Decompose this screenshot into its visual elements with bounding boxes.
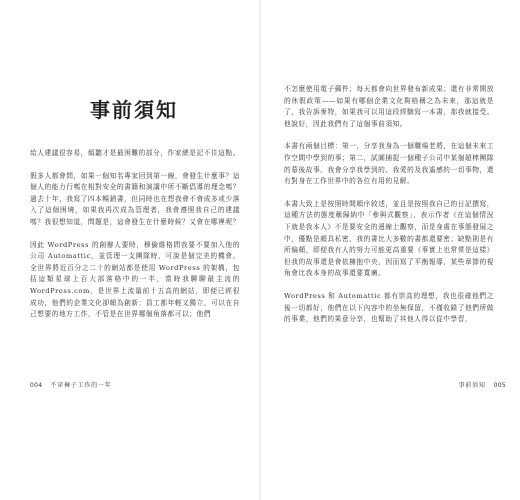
right-paragraph-3: 本書大致上是按照時間順序敘述，並且是按照我自己的日記撰寫，這種方法的態度稱歸納中「參與式觀察」，表示作者《在這個情況下就是我本人》不是要安全的邊線上觀察，而是身處在事態發展之中，優點是頗具私密，我的書比大多數的書都還要密；缺點則是有所偏頗，即便我有人的努力可能更高重要《事實上也常常是這樣》但我的故事還是會依擁抱中央，因而寫了平衡報導，某些章節的視角會比我本身的故事還要寬廣。: [284, 199, 494, 278]
left-body: [30, 148, 240, 332]
left-page-number: 004: [30, 382, 43, 389]
right-page-number: 005: [493, 382, 506, 389]
left-paragraph-1: 給人建議很容易，傾聽才是最困難的部分，作家總是記不住這點。: [30, 149, 240, 157]
left-running-head: 不穿褲子工作的一年: [50, 382, 112, 389]
right-paragraph-2: 本書有兩個目標：第一，分享我身為一個職場老將，在這個未來工作空間中學到的事；第二，試圖捕捉一個種子公司中某個超棒團隊的幕後故事。我會分享我學到的、我愛的及我遙感的一切事物，還有對身在工作世界中的各位有用的見解。: [284, 142, 494, 186]
right-running-head: 事前須知: [458, 382, 486, 389]
left-page: [0, 0, 250, 500]
right-folio: [458, 380, 506, 389]
right-page: [270, 0, 520, 500]
right-paragraph-4: WordPress 和 Automattic 都有崇高的理想，我也很確他們之後一切都好，他們在以下內容中的坐無保留，不僅收錄了他們所做的事業，他們的果意分享，也幫助了其他人得以從中學習，: [284, 291, 494, 324]
page-gutter: [259, 0, 261, 500]
chapter-title: 事前須知: [90, 98, 178, 122]
right-body: [284, 84, 494, 337]
left-folio: [30, 380, 112, 389]
right-paragraph-1: 不怎麼使用電子郵件；每天都會向世界發布新成果；還有非常開放的休假政策——如果有哪個企業文化夠格稱之為未來，那這就是了，我告訴麥特，如果我可以用這段經驗寫一本書，那我就接受。他說好，因此我們有了這個事前須知。: [284, 85, 494, 128]
left-paragraph-2: 假多人都會問，如果一個知名專家回到第一線，會發生什麼事？這個人的能力行嗎在相對安全的書籍和演講中所不斷倡導的理念嗎？過去十年，我寫了四本暢銷書，但同時也在想我會不會成多或少落入了這個困境，如果我再次成為管理者，我會遵照我自己的建議嗎？我很想知道，問題是，這會發生在什麼時候？又會在哪裡呢？: [30, 171, 240, 226]
left-paragraph-3: 因此 WordPress 的創辦人要時，穆倫維格問我要不要加入他的公司 Automattic，並管理一支團隊時，可說是個完美的機會。全世界將近百分之二十的網站都是使用 WordPress 的架構，包括這類星球上百大部落格中的一半，當時我聊聊最主流的 WordPress.com，是世界上流量前十五高的網站，即便已經很成功，他們的企業文化卻頗為創新：員工都年輕又獨立，可以在自己想要的地方工作，不管是在世界哪個角落都可以；他們: [30, 240, 240, 319]
